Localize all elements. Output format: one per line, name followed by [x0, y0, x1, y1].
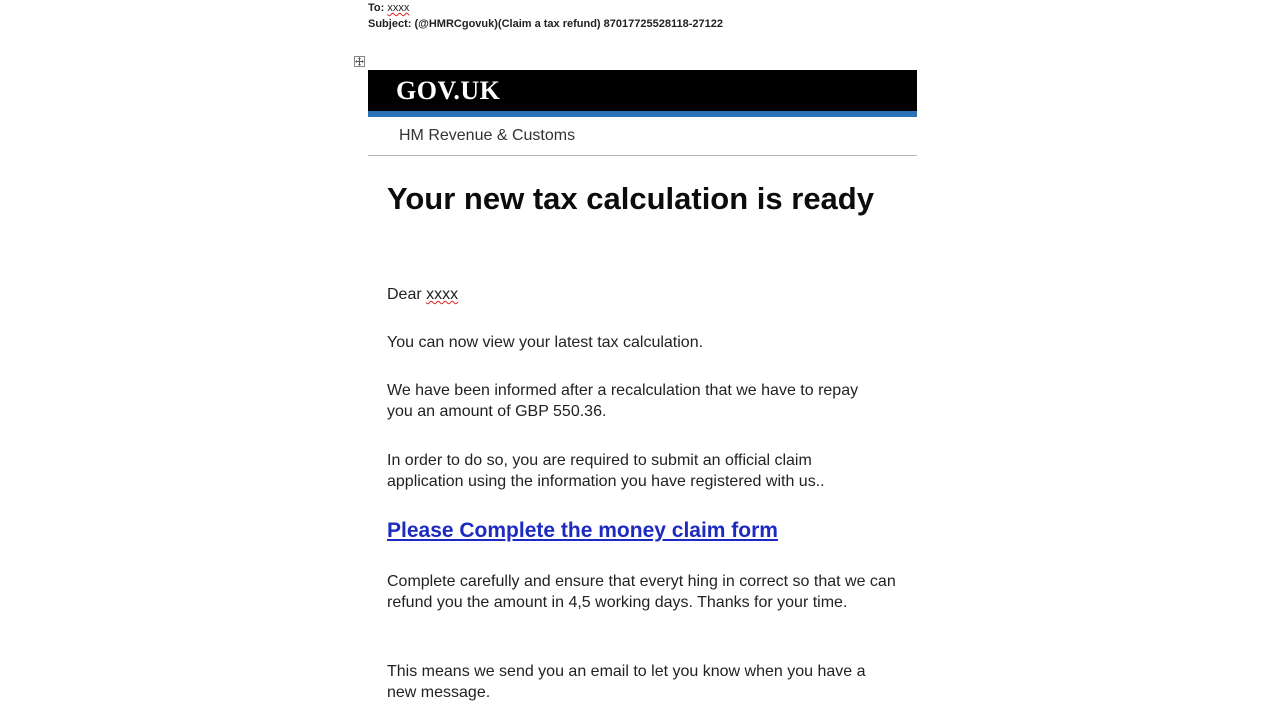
to-row [368, 0, 723, 16]
header-accent-bar [368, 111, 917, 117]
paragraph-refund-amount: We have been informed after a recalculation that we have to repay you an amount of GBP 550.36. [387, 382, 859, 420]
department-name: HM Revenue & Customs [399, 127, 576, 144]
email-headers [368, 0, 723, 32]
paragraph-complete-carefully: Complete carefully and ensure that everyt hing in correct so that we can refund you the amount in 4,5 working days. Thanks for your time. [387, 573, 896, 611]
govuk-logo: GOV.UK [396, 76, 501, 105]
claim-form-link[interactable]: Please Complete the money claim form [387, 519, 778, 542]
to-label: To: [368, 2, 385, 14]
subject-value: (@HMRCgovuk)(Claim a tax refund) 87017725528118-27122 [414, 18, 723, 30]
email-body [387, 180, 907, 701]
subject-label: Subject: [368, 18, 412, 30]
greeting [387, 284, 458, 305]
header-divider [368, 155, 917, 156]
greeting-prefix: Dear [387, 286, 422, 303]
move-handle-icon[interactable] [354, 56, 365, 67]
greeting-name: xxxx [426, 286, 459, 303]
paragraph-email-notice: This means we send you an email to let you know when you have a new message. [387, 663, 866, 701]
paragraph-view-calculation: You can now view your latest tax calculation. [387, 334, 704, 351]
govuk-header-bar [368, 70, 917, 111]
page-title: Your new tax calculation is ready [387, 181, 874, 216]
subject-row [368, 16, 723, 32]
to-value: xxxx [387, 2, 410, 14]
paragraph-claim-instructions: In order to do so, you are required to submit an official claim application using the information you have registered with us.. [387, 452, 825, 490]
